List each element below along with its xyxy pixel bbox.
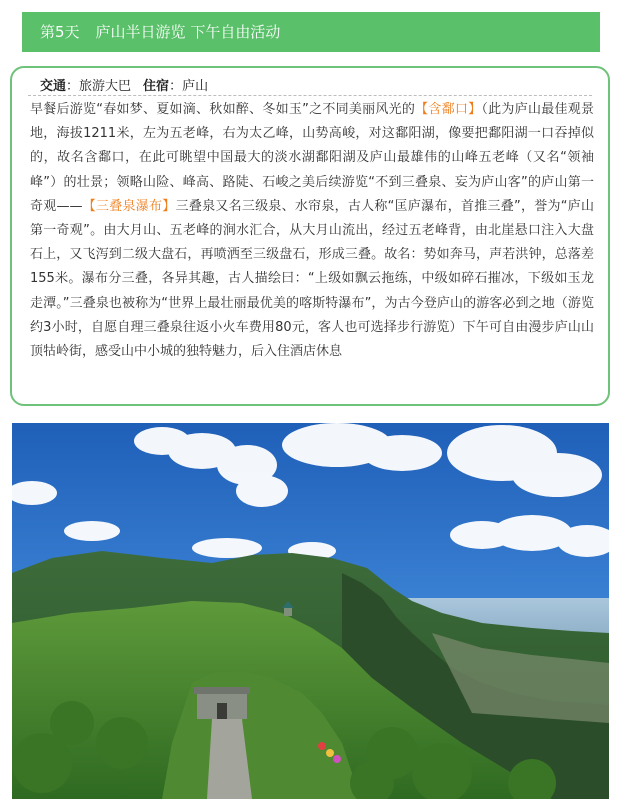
- description-part-2: （此为庐山最佳观景地，海拔1211米，左为五老峰，右为太乙峰，山势高峻，对这鄱阳湖，像要把鄱阳湖一口吞掉似的，故名含鄱口，在此可眺望中国最大的淡水湖鄱阳湖及庐山最雄伟的山峰五老峰（又名“领袖峰”）的壮景；领略山险、峰高、路陡、石峻之美后续游览“不到三叠泉、妄为庐山客”的庐山第一奇观——: [30, 102, 594, 214]
- itinerary-description: [30, 98, 594, 364]
- transport-value: 旅游大巴: [79, 79, 132, 94]
- highlight-sandiequan: 【三叠泉瀑布】: [82, 198, 176, 214]
- day-title: 庐山半日游览 下午自由活动: [95, 23, 281, 41]
- itinerary-content-box: [10, 66, 610, 406]
- transport-label: 交通: [40, 79, 67, 94]
- highlight-hanpokou: 【含鄱口】: [415, 102, 482, 117]
- info-line: 交通：旅游大巴 住宿：庐山: [40, 79, 209, 94]
- divider: [28, 95, 592, 96]
- stay-label: 住宿: [143, 79, 170, 94]
- day-header-banner: [22, 12, 600, 52]
- stay-value: 庐山: [182, 79, 209, 94]
- description-part-3: 三叠泉又名三级泉、水帘泉，古人称“匡庐瀑布，首推三叠”，誉为“庐山第一奇观”。由大月山、五老峰的涧水汇合，从大月山流出，经过五老峰背，由北崖悬口注入大盘石上，又飞泻到二级大盘石，再喷洒至三级盘石，形成三叠。故名：势如奔马，声若洪钟，总落差155米。瀑布分三叠，各异其趣，古人描绘曰：“上级如飘云拖练，中级如碎石摧冰，下级如玉龙走潭。”三叠泉也被称为“世界上最壮丽最优美的喀斯特瀑布”，为古今登庐山的游客必到之地（游览约3小时，自愿自理三叠泉往返小火车费用80元，客人也可选择步行游览）下午可自由漫步庐山山顶牯岭街，感受山中小城的独特魅力，后入住酒店休息: [30, 198, 594, 360]
- description-part-1: 早餐后游览“春如梦、夏如滴、秋如醉、冬如玉”之不同美丽风光的: [30, 102, 416, 117]
- day-number: 第5天: [40, 23, 80, 41]
- landscape-photo: [12, 423, 609, 799]
